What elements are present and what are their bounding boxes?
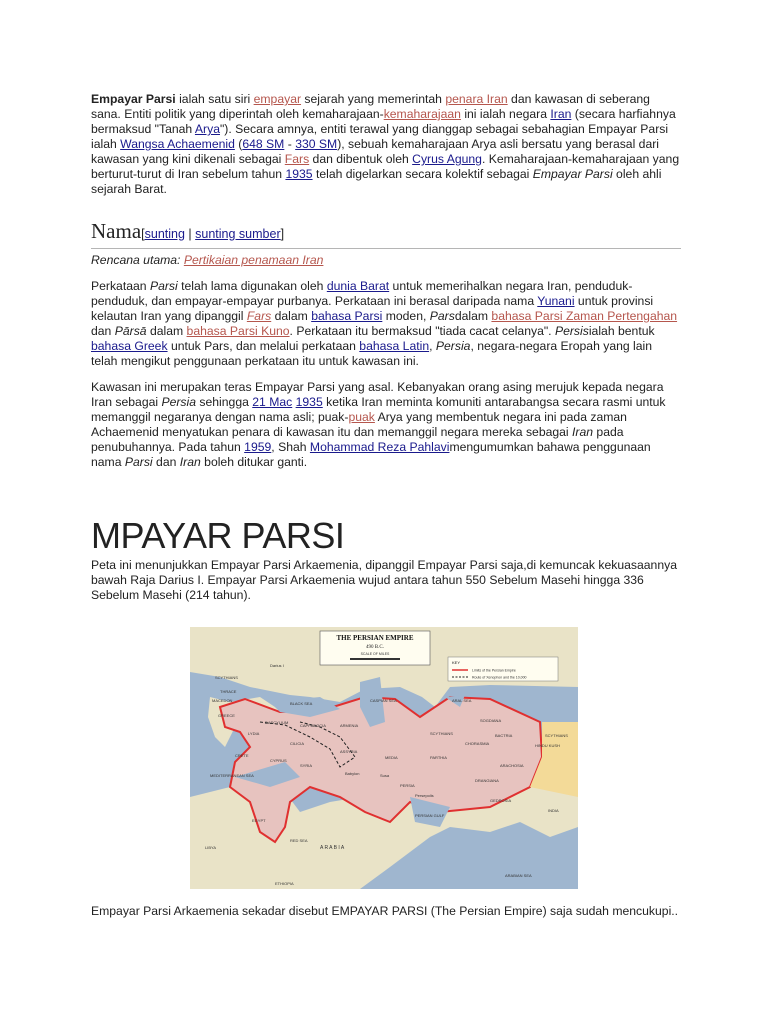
italic-text: Pars xyxy=(429,309,455,323)
map-label: Babylon xyxy=(345,771,360,776)
persian-empire-map xyxy=(190,627,578,889)
text: "). Secara amnya, entiti terawal yang dianggap sebagai sebahagian Empayar Parsi ialah xyxy=(91,122,669,151)
link-penara-iran[interactable]: penara Iran xyxy=(445,92,508,106)
paragraph-perkataan-parsi xyxy=(91,279,681,369)
text: dalam xyxy=(271,309,312,323)
edit-source-link[interactable]: sunting sumber xyxy=(195,227,281,241)
map-label: DASCYLIUM xyxy=(265,720,289,725)
text: sejarah yang memerintah xyxy=(301,92,446,106)
map-label: MACEDON xyxy=(212,698,233,703)
text: untuk Pars, dan melalui perkataan xyxy=(167,339,360,353)
link-wangsa-achaemenid[interactable]: Wangsa Achaemenid xyxy=(120,137,235,151)
map-label: INDIA xyxy=(548,808,559,813)
italic-text: Iran xyxy=(179,455,201,469)
text: ( xyxy=(234,137,243,151)
text: dan dibentuk oleh xyxy=(309,152,413,166)
text: , xyxy=(429,339,436,353)
map-label: SCYTHIANS xyxy=(545,733,568,738)
map-key-text-1: Limits of the Persian Empire xyxy=(472,668,516,673)
text: , negara-negara Eropah yang lain telah mengikut penggunaan perkataan itu untuk kawasan ini. xyxy=(91,339,653,368)
italic-text: Iran xyxy=(572,425,594,439)
text: dalam xyxy=(146,324,187,338)
map-scale-bar xyxy=(350,658,400,660)
text: dan kawasan di seberang sana. Entiti politik yang diperintah oleh kemaharajaan- xyxy=(91,92,650,121)
link-pertikaian-penamaan-iran[interactable]: Pertikaian penamaan Iran xyxy=(183,253,324,267)
link-fars-italic[interactable]: Fars xyxy=(246,309,272,323)
bracket: ] xyxy=(280,227,285,241)
map-caption: Empayar Parsi Arkaemenia sekadar disebut EMPAYAR PARSI (The Persian Empire) saja sudah mencukupi.. xyxy=(91,904,679,918)
text: Arya yang membentuk negara ini pada zaman Achaemenid menyatukan penara di kawasan itu dan memanggil negara mereka sebagai xyxy=(91,410,627,439)
link-bahasa-parsi-kuno[interactable]: bahasa Parsi Kuno xyxy=(186,324,290,338)
map-key-text-2: Route of Xenophon and the 10,000 xyxy=(472,675,527,680)
map-intro-paragraph: Peta ini menunjukkan Empayar Parsi Arkaemenia, dipanggil Empayar Parsi saja,di kemuncak kekuasaannya bawah Raja Darius I. Empayar Parsi Arkaemenia wujud antara tahun 550 Sebelum Masehi hingga 336 Sebelum Masehi (214 tahun). xyxy=(91,558,677,602)
map-label: PERSIAN GULF xyxy=(415,813,445,818)
map-label: ARABIAN SEA xyxy=(505,873,532,878)
italic-text: Persia xyxy=(161,395,197,409)
map-label: BACTRIA xyxy=(495,733,513,738)
intro-bold-title: Empayar Parsi xyxy=(91,92,176,106)
link-bahasa-greek[interactable]: bahasa Greek xyxy=(91,339,168,353)
link-kemaharajaan[interactable]: kemaharajaan xyxy=(383,107,461,121)
text: ini ialah negara xyxy=(460,107,551,121)
edit-link[interactable]: sunting xyxy=(144,227,185,241)
italic-text: Parsi xyxy=(149,279,178,293)
map-label: PERSIA xyxy=(400,783,415,788)
link-empayar[interactable]: empayar xyxy=(253,92,302,106)
heading-title: Nama xyxy=(91,219,142,243)
separator: | xyxy=(184,227,196,241)
map-label: ARAL SEA xyxy=(452,698,472,703)
map-label: CRETE xyxy=(235,753,249,758)
text: . Kemaharajaan-kemaharajaan yang berturut-turut di Iran sebelum tahun xyxy=(91,152,680,181)
map-label: Susa xyxy=(380,773,390,778)
link-bahasa-parsi[interactable]: bahasa Parsi xyxy=(311,309,383,323)
map-label: CAPPADOCIA xyxy=(300,723,326,728)
map-scale-label: SCALE OF MILES xyxy=(360,652,390,656)
hatnote-prefix: Rencana utama: xyxy=(91,253,184,267)
link-1935[interactable]: 1935 xyxy=(295,395,323,409)
italic-text: Persis xyxy=(554,324,589,338)
map-label: LYDIA xyxy=(248,731,260,736)
text: , Shah xyxy=(271,440,310,454)
map-label: MEDIA xyxy=(385,755,398,760)
map-title: THE PERSIAN EMPIRE xyxy=(336,634,414,642)
link-arya[interactable]: Arya xyxy=(194,122,220,136)
map-label: SYRIA xyxy=(300,763,313,768)
map-label: BLACK SEA xyxy=(290,701,313,706)
italic-empayar-parsi: Empayar Parsi xyxy=(532,167,613,181)
link-iran[interactable]: Iran xyxy=(550,107,572,121)
text: ialah bentuk xyxy=(588,324,655,338)
text: dalam xyxy=(454,309,492,323)
link-21-mac[interactable]: 21 Mac xyxy=(252,395,293,409)
map-label: ARACHOSIA xyxy=(500,763,524,768)
map-label: Darius I xyxy=(270,663,284,668)
text: Kawasan ini merupakan teras Empayar Parsi yang asal. Kebanyakan orang asing merujuk kepada negara Iran sebagai xyxy=(91,380,664,409)
map-label: EGYPT xyxy=(252,818,266,823)
link-puak[interactable]: puak xyxy=(348,410,375,424)
text: ketika Iran meminta komuniti antarabangsa secara rasmi untuk memanggil negaranya dengan nama asli; puak- xyxy=(91,395,666,424)
map-label: PARTHIA xyxy=(430,755,447,760)
text: telah lama digunakan oleh xyxy=(177,279,327,293)
paragraph-kawasan xyxy=(91,380,681,470)
map-label: MEDITERRANEAN SEA xyxy=(210,773,254,778)
map-label: ASSYRIA xyxy=(340,749,358,754)
link-yunani[interactable]: Yunani xyxy=(537,294,575,308)
map-label: CILICIA xyxy=(290,741,305,746)
link-bahasa-latin[interactable]: bahasa Latin xyxy=(359,339,430,353)
map-label: CYPRUS xyxy=(270,758,287,763)
italic-text: Parsi xyxy=(124,455,153,469)
map-label: CHORASMIA xyxy=(465,741,490,746)
edit-section-links xyxy=(141,227,284,241)
map-label: HINDU KUSH xyxy=(535,743,560,748)
text: untuk memerihalkan negara Iran, penduduk-penduduk, dan empayar-empayar purbanya. Perkataan ini berasal daripada nama xyxy=(91,279,633,308)
map-key-title: KEY xyxy=(452,660,461,665)
text: ialah satu siri xyxy=(175,92,254,106)
map-label: SCYTHIANS xyxy=(430,731,453,736)
link-mohammad-reza-pahlavi[interactable]: Mohammad Reza Pahlavi xyxy=(309,440,450,454)
map-label: Persepolis xyxy=(415,793,434,798)
text: oleh ahli sejarah Barat. xyxy=(91,167,662,196)
link-fars[interactable]: Fars xyxy=(284,152,310,166)
text: dan xyxy=(91,324,115,338)
intro-paragraph xyxy=(91,92,681,197)
text: untuk provinsi kelautan Iran yang dipanggil xyxy=(91,294,654,323)
map-label: ETHIOPIA xyxy=(275,881,294,886)
link-1935[interactable]: 1935 xyxy=(285,167,313,181)
big-title: MPAYAR PARSI xyxy=(91,515,345,556)
map-label: SCYTHIANS xyxy=(215,675,238,680)
link-bahasa-parsi-zaman-pertengahan[interactable]: bahasa Parsi Zaman Pertengahan xyxy=(491,309,678,323)
text: . Perkataan itu bermaksud "tiada cacat celanya". xyxy=(289,324,555,338)
link-648-sm[interactable]: 648 SM xyxy=(242,137,285,151)
map-subtitle: 490 B.C. xyxy=(366,645,384,650)
italic-text: Pārsā xyxy=(114,324,147,338)
text: moden, xyxy=(382,309,430,323)
link-dunia-barat[interactable]: dunia Barat xyxy=(326,279,390,293)
map-label: GEDROSIA xyxy=(490,798,512,803)
section-heading-nama xyxy=(91,218,681,249)
map-label: THRACE xyxy=(220,689,237,694)
text: sehingga xyxy=(196,395,253,409)
link-330-sm[interactable]: 330 SM xyxy=(295,137,338,151)
map-label: A R A B I A xyxy=(320,845,345,851)
text: - xyxy=(284,137,296,151)
map-label: SOGDIANA xyxy=(480,718,502,723)
text: pada penubuhannya. Pada tahun xyxy=(91,425,624,454)
map-label: GREECE xyxy=(218,713,235,718)
hatnote xyxy=(91,253,681,268)
text: telah digelarkan secara kolektif sebagai xyxy=(312,167,533,181)
text: Perkataan xyxy=(91,279,150,293)
text: mengumumkan bahawa penggunaan nama xyxy=(91,440,651,469)
text: boleh ditukar ganti. xyxy=(200,455,308,469)
map-label: ARMENIA xyxy=(340,723,359,728)
italic-text: Persia xyxy=(435,339,471,353)
link-cyrus-agung[interactable]: Cyrus Agung xyxy=(412,152,482,166)
text: ), sebuah kemaharajaan Arya asli bersatu yang berasal dari kawasan yang kini dikenali sebagai xyxy=(91,137,660,166)
text: (secara harfiahnya bermaksud "Tanah xyxy=(91,107,676,136)
link-1959[interactable]: 1959 xyxy=(244,440,272,454)
map-label: DRANGIANA xyxy=(475,778,499,783)
map-label: CASPIAN SEA xyxy=(370,698,397,703)
map-label: RED SEA xyxy=(290,838,308,843)
article-body xyxy=(91,92,681,603)
map-label: LIBYA xyxy=(205,845,217,850)
bracket: [ xyxy=(141,227,145,241)
text: dan xyxy=(152,455,180,469)
